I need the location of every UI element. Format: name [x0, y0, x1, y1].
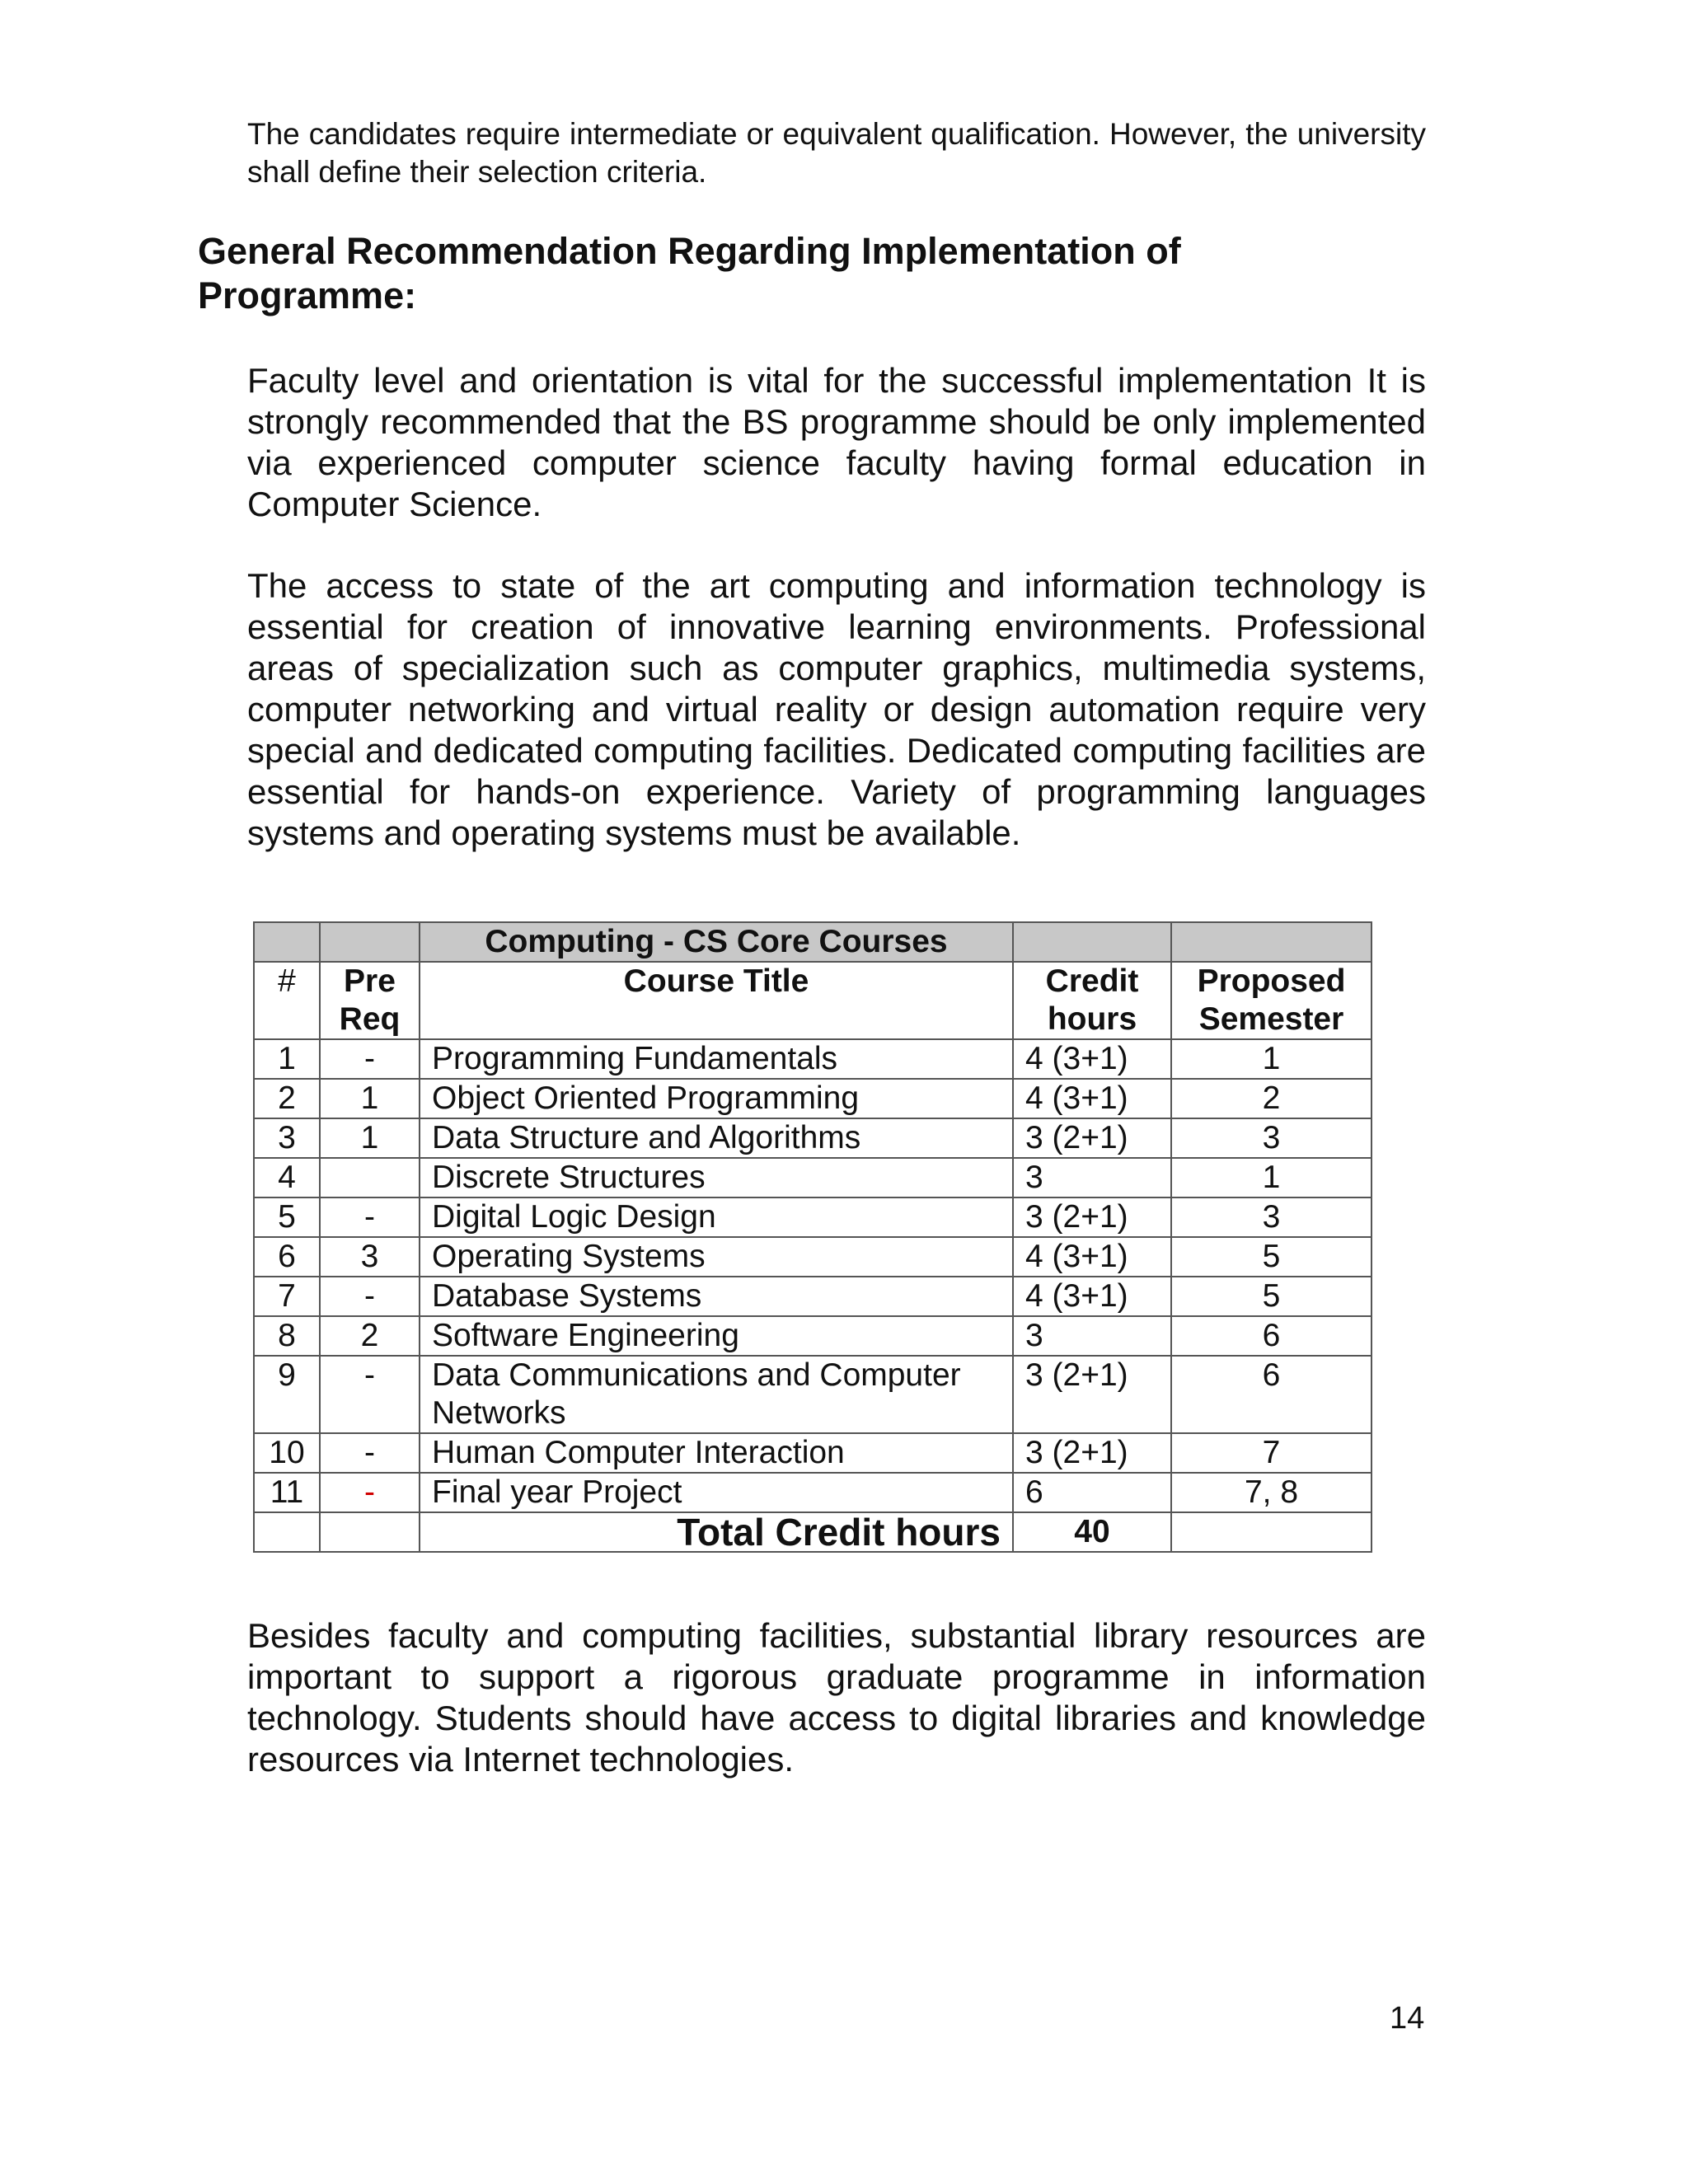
course-prereq-cell: - — [320, 1039, 420, 1079]
course-credit-cell: 4 (3+1) — [1013, 1039, 1171, 1079]
course-credit-cell: 3 — [1013, 1316, 1171, 1356]
total-blank-cell — [254, 1512, 320, 1552]
header-semester-line2: Semester — [1198, 1001, 1344, 1037]
header-credit-line1: Credit — [1045, 963, 1139, 999]
table-row — [254, 1473, 1372, 1512]
course-credit-cell: 6 — [1013, 1473, 1171, 1512]
table-row — [254, 1158, 1372, 1197]
table-row — [254, 1079, 1372, 1118]
table-row — [254, 1356, 1372, 1433]
course-num-cell: 4 — [254, 1158, 320, 1197]
total-blank-cell — [1171, 1512, 1372, 1552]
course-num-cell: 6 — [254, 1237, 320, 1277]
header-credit-line2: hours — [1047, 1001, 1137, 1037]
table-row — [254, 1237, 1372, 1277]
course-semester-cell: 7 — [1171, 1433, 1372, 1473]
course-num-cell: 3 — [254, 1118, 320, 1158]
caption-blank-cell — [320, 922, 420, 962]
course-prereq-cell: 1 — [320, 1079, 420, 1118]
course-prereq-cell: - — [320, 1356, 420, 1433]
course-rows — [254, 1039, 1372, 1512]
course-semester-cell: 2 — [1171, 1079, 1372, 1118]
course-credit-cell: 3 (2+1) — [1013, 1118, 1171, 1158]
header-prereq-line2: Req — [339, 1001, 401, 1037]
total-credit-value: 40 — [1013, 1512, 1171, 1552]
table-caption-row — [254, 922, 1372, 962]
header-prereq-line1: Pre — [344, 963, 396, 999]
course-credit-cell: 4 (3+1) — [1013, 1237, 1171, 1277]
course-num-cell: 5 — [254, 1197, 320, 1237]
course-title-cell: Object Oriented Programming — [420, 1079, 1013, 1118]
course-prereq-cell — [320, 1158, 420, 1197]
course-num-cell: 8 — [254, 1316, 320, 1356]
caption-blank-cell — [1013, 922, 1171, 962]
course-semester-cell: 3 — [1171, 1197, 1372, 1237]
course-prereq-cell: 2 — [320, 1316, 420, 1356]
table-caption: Computing - CS Core Courses — [420, 922, 1013, 962]
header-semester-line1: Proposed — [1197, 963, 1346, 999]
course-title-cell: Database Systems — [420, 1277, 1013, 1316]
table-row — [254, 1316, 1372, 1356]
course-semester-cell: 5 — [1171, 1237, 1372, 1277]
course-credit-cell: 3 — [1013, 1158, 1171, 1197]
total-row — [254, 1512, 1372, 1552]
header-proposed-semester — [1171, 962, 1372, 1039]
course-num-cell: 11 — [254, 1473, 320, 1512]
course-semester-cell: 6 — [1171, 1316, 1372, 1356]
course-semester-cell: 3 — [1171, 1118, 1372, 1158]
course-title-cell: Human Computer Interaction — [420, 1433, 1013, 1473]
intro-paragraph: The candidates require intermediate or equivalent qualification. However, the university shall define their selection criteria. — [247, 117, 1426, 189]
course-prereq-cell: - — [320, 1277, 420, 1316]
caption-blank-cell — [1171, 922, 1372, 962]
caption-blank-cell — [254, 922, 320, 962]
course-prereq-cell: 1 — [320, 1118, 420, 1158]
course-title-cell: Programming Fundamentals — [420, 1039, 1013, 1079]
total-credit-label: Total Credit hours — [420, 1512, 1013, 1552]
course-credit-cell: 3 (2+1) — [1013, 1197, 1171, 1237]
course-num-cell: 7 — [254, 1277, 320, 1316]
course-credit-cell: 4 (3+1) — [1013, 1079, 1171, 1118]
course-semester-cell: 6 — [1171, 1356, 1372, 1433]
table-row — [254, 1118, 1372, 1158]
header-course-title: Course Title — [420, 962, 1013, 1039]
course-prereq-cell: - — [320, 1197, 420, 1237]
table-row — [254, 1277, 1372, 1316]
course-semester-cell: 1 — [1171, 1158, 1372, 1197]
header-num: # — [254, 962, 320, 1039]
page-number: 14 — [1390, 2001, 1425, 2036]
course-num-cell: 2 — [254, 1079, 320, 1118]
course-title-cell: Data Structure and Algorithms — [420, 1118, 1013, 1158]
course-prereq-cell: - — [320, 1473, 420, 1512]
course-prereq-cell: - — [320, 1433, 420, 1473]
course-title-cell: Final year Project — [420, 1473, 1013, 1512]
course-semester-cell: 5 — [1171, 1277, 1372, 1316]
course-title-cell: Software Engineering — [420, 1316, 1013, 1356]
course-num-cell: 10 — [254, 1433, 320, 1473]
total-blank-cell — [320, 1512, 420, 1552]
section-heading: General Recommendation Regarding Implementation of Programme: — [198, 230, 1181, 316]
course-title-cell: Operating Systems — [420, 1237, 1013, 1277]
cs-core-courses-table — [253, 921, 1372, 1553]
course-semester-cell: 1 — [1171, 1039, 1372, 1079]
course-num-cell: 1 — [254, 1039, 320, 1079]
course-credit-cell: 3 (2+1) — [1013, 1356, 1171, 1433]
course-credit-cell: 3 (2+1) — [1013, 1433, 1171, 1473]
course-prereq-cell: 3 — [320, 1237, 420, 1277]
header-prereq — [320, 962, 420, 1039]
course-num-cell: 9 — [254, 1356, 320, 1433]
faculty-paragraph: Faculty level and orientation is vital for the successful implementation It is strongly recommended that the BS programme should be only implemented via experienced computer science faculty having formal education in Computer Science. — [247, 361, 1426, 523]
course-credit-cell: 4 (3+1) — [1013, 1277, 1171, 1316]
course-title-cell: Digital Logic Design — [420, 1197, 1013, 1237]
course-semester-cell: 7, 8 — [1171, 1473, 1372, 1512]
course-title-cell: Discrete Structures — [420, 1158, 1013, 1197]
table-row — [254, 1197, 1372, 1237]
table-row — [254, 1433, 1372, 1473]
computing-access-paragraph: The access to state of the art computing and information technology is essential for creation of innovative learning environments. Professional areas of specialization such as computer graphics, multimedia systems, computer networking and virtual reality or design automation require very special and dedicated computing facilities. Dedicated computing facilities are essential for hands-on experience. Variety of programming languages systems and operating systems must be available. — [247, 566, 1426, 852]
course-title-cell: Data Communications and Computer Networks — [420, 1356, 1013, 1433]
table-header-row — [254, 962, 1372, 1039]
library-paragraph: Besides faculty and computing facilities, substantial library resources are important to support a rigorous graduate programme in information technology. Students should have access to digital libraries and knowledge resources via Internet technologies. — [247, 1616, 1426, 1779]
header-credit-hours — [1013, 962, 1171, 1039]
table-row — [254, 1039, 1372, 1079]
